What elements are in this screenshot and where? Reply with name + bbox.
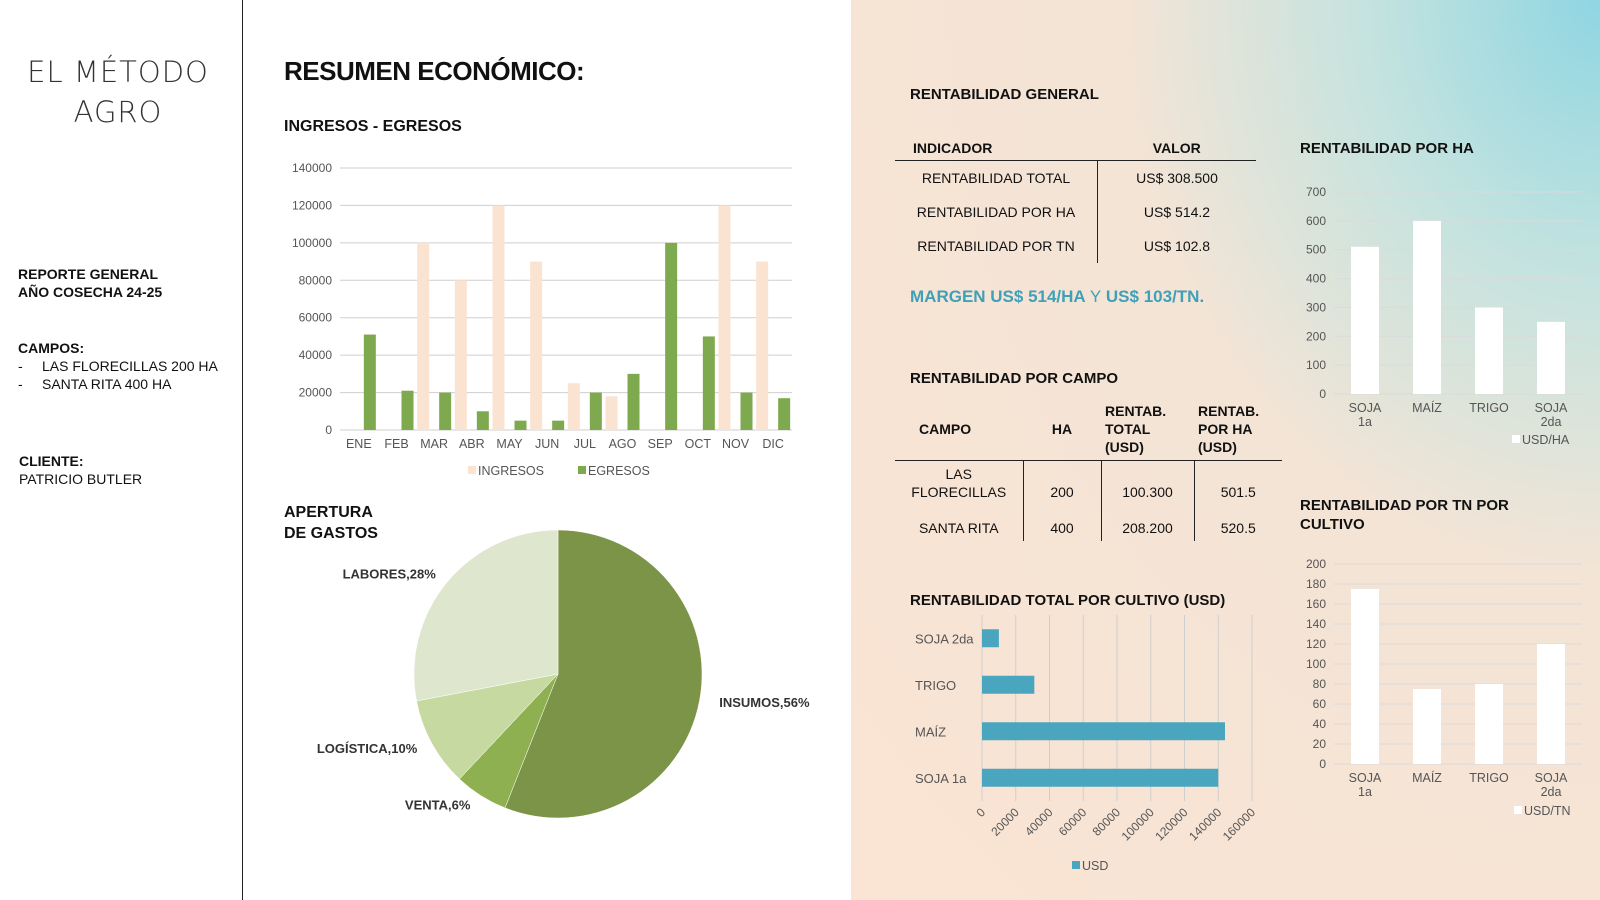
legend-swatch bbox=[1072, 861, 1080, 869]
bar bbox=[628, 374, 640, 430]
x-tick-label: 2da bbox=[1540, 415, 1562, 429]
by-crop-title: RENTABILIDAD TOTAL POR CULTIVO (USD) bbox=[910, 592, 1226, 609]
x-tick-label: OCT bbox=[684, 437, 712, 451]
header-ha: HA bbox=[1023, 400, 1101, 461]
bar bbox=[982, 769, 1218, 787]
income-chart-title: INGRESOS - EGRESOS bbox=[284, 118, 462, 135]
ha-cell: 200 bbox=[1023, 461, 1101, 506]
expenses-title-line-2: DE GASTOS bbox=[284, 525, 378, 542]
x-tick-label: ENE bbox=[345, 437, 372, 451]
bar bbox=[515, 421, 527, 430]
legend-label: EGRESOS bbox=[588, 464, 650, 478]
margin-summary bbox=[910, 287, 1204, 307]
per-ha-title: RENTABILIDAD POR HA bbox=[1300, 140, 1474, 157]
indicator-cell: RENTABILIDAD POR TN bbox=[895, 229, 1098, 263]
x-tick-label: DIC bbox=[762, 437, 784, 451]
x-tick-label: 60000 bbox=[1055, 805, 1090, 839]
fields-block bbox=[18, 339, 218, 393]
bar bbox=[477, 411, 489, 430]
y-tick-label: 300 bbox=[1305, 300, 1326, 315]
pie-label: LOGÍSTICA,10% bbox=[316, 741, 418, 757]
y-tick-label: 100000 bbox=[291, 235, 332, 250]
total-cell: 100.300 bbox=[1101, 461, 1194, 506]
margin-per-ha: MARGEN US$ 514/HA bbox=[910, 287, 1086, 306]
x-tick-label: SOJA bbox=[1348, 771, 1382, 785]
campo-cell: LAS FLORECILLAS bbox=[895, 461, 1023, 506]
bar bbox=[982, 676, 1034, 694]
x-tick-label: SOJA bbox=[1534, 401, 1568, 415]
bar bbox=[1413, 689, 1441, 764]
legend-label: USD bbox=[1082, 859, 1109, 873]
y-tick-label: 0 bbox=[1319, 757, 1326, 771]
header-indicador: INDICADOR bbox=[895, 134, 1098, 161]
y-tick-label: SOJA 2da bbox=[915, 631, 974, 647]
y-tick-label: 600 bbox=[1305, 213, 1326, 228]
x-tick-label: MAY bbox=[496, 437, 523, 451]
y-tick-label: 40 bbox=[1312, 717, 1326, 731]
x-tick-label: MAÍZ bbox=[1412, 771, 1442, 785]
legend-label: INGRESOS bbox=[478, 464, 544, 478]
legend-label: USD/TN bbox=[1524, 804, 1571, 818]
by-field-table bbox=[895, 400, 1282, 541]
pie-label: VENTA,6% bbox=[404, 797, 471, 813]
legend-label: USD/HA bbox=[1522, 433, 1570, 447]
indicator-cell: RENTABILIDAD POR HA bbox=[895, 195, 1098, 229]
sidebar-divider bbox=[242, 0, 243, 900]
y-tick-label: 100 bbox=[1305, 358, 1326, 373]
bullet: - bbox=[18, 358, 23, 374]
total-cell: 208.200 bbox=[1101, 505, 1194, 541]
x-tick-label: MAÍZ bbox=[1412, 401, 1442, 415]
bar bbox=[778, 398, 790, 430]
bar bbox=[1537, 644, 1565, 764]
table-row bbox=[895, 505, 1282, 541]
y-tick-label: 40000 bbox=[298, 348, 332, 363]
x-tick-label: 140000 bbox=[1186, 805, 1225, 844]
x-tick-label: SOJA bbox=[1534, 771, 1568, 785]
bar bbox=[530, 262, 542, 430]
by-crop-chart bbox=[900, 615, 1270, 885]
bar bbox=[982, 629, 999, 647]
bar bbox=[439, 393, 451, 430]
value-cell: US$ 102.8 bbox=[1143, 238, 1211, 254]
bar bbox=[1537, 322, 1565, 394]
x-tick-label: 0 bbox=[973, 805, 989, 820]
y-tick-label: 140 bbox=[1305, 617, 1326, 631]
y-tick-label: 20 bbox=[1312, 737, 1326, 751]
y-tick-label: 0 bbox=[1319, 387, 1326, 401]
y-tick-label: 0 bbox=[325, 423, 332, 437]
y-tick-label: 100 bbox=[1305, 657, 1326, 671]
bar bbox=[568, 383, 580, 430]
table-row bbox=[895, 161, 1256, 196]
report-info bbox=[18, 265, 162, 301]
ha-cell: 400 bbox=[1023, 505, 1101, 541]
x-tick-label: MAR bbox=[420, 437, 449, 451]
by-field-title: RENTABILIDAD POR CAMPO bbox=[910, 370, 1119, 387]
bar bbox=[703, 336, 715, 430]
y-tick-label: 200 bbox=[1305, 329, 1326, 344]
margin-conjunction: Y bbox=[1089, 287, 1102, 306]
bar bbox=[364, 335, 376, 430]
bar bbox=[606, 396, 618, 430]
y-tick-label: 60 bbox=[1312, 697, 1326, 711]
margin-per-tn: US$ 103/TN. bbox=[1105, 287, 1205, 306]
table-row bbox=[895, 461, 1282, 506]
field-item bbox=[18, 357, 218, 375]
y-tick-label: 80000 bbox=[298, 273, 332, 288]
brand-logo bbox=[0, 52, 236, 132]
per-ha-cell: 501.5 bbox=[1220, 484, 1256, 500]
x-tick-label: 40000 bbox=[1022, 805, 1056, 839]
x-tick-label: 20000 bbox=[988, 805, 1022, 839]
x-tick-label: 120000 bbox=[1152, 805, 1191, 844]
header-per-ha: RENTAB. POR HA (USD) bbox=[1194, 400, 1282, 461]
x-tick-label: 1a bbox=[1358, 415, 1372, 429]
x-tick-label: TRIGO bbox=[1469, 771, 1509, 785]
per-tn-chart bbox=[1292, 548, 1592, 828]
indicator-cell: RENTABILIDAD TOTAL bbox=[895, 161, 1098, 196]
bar bbox=[552, 421, 564, 430]
field-item bbox=[18, 375, 218, 393]
table-header-row bbox=[895, 134, 1256, 161]
x-tick-label: 100000 bbox=[1118, 805, 1157, 844]
y-tick-label: 140000 bbox=[291, 161, 332, 175]
per-ha-chart bbox=[1292, 180, 1592, 455]
field-text: SANTA RITA 400 HA bbox=[42, 376, 172, 392]
client-label: CLIENTE: bbox=[19, 453, 84, 469]
y-tick-label: 60000 bbox=[298, 310, 332, 325]
y-tick-label: 120000 bbox=[291, 198, 332, 213]
value-cell: US$ 308.500 bbox=[1136, 170, 1218, 186]
y-tick-label: MAÍZ bbox=[915, 724, 947, 740]
y-tick-label: 120 bbox=[1305, 637, 1326, 651]
pie-label: LABORES,28% bbox=[342, 566, 436, 582]
header-valor: VALOR bbox=[1098, 134, 1257, 161]
header-campo: CAMPO bbox=[895, 400, 1023, 461]
legend-swatch bbox=[1512, 435, 1520, 443]
expenses-title-line-1: APERTURA bbox=[284, 504, 373, 521]
x-tick-label: TRIGO bbox=[1469, 401, 1509, 415]
bar bbox=[493, 205, 505, 430]
page-title: RESUMEN ECONÓMICO: bbox=[284, 56, 585, 86]
x-tick-label: 1a bbox=[1358, 785, 1372, 799]
client-name: PATRICIO BUTLER bbox=[19, 471, 143, 487]
x-tick-label: JUN bbox=[535, 437, 560, 451]
bar bbox=[982, 722, 1225, 740]
value-cell: US$ 514.2 bbox=[1143, 204, 1211, 220]
bar bbox=[455, 280, 467, 430]
bullet: - bbox=[18, 376, 23, 392]
x-tick-label: NOV bbox=[721, 437, 750, 451]
per-tn-title: RENTABILIDAD POR TN POR CULTIVO bbox=[1300, 497, 1509, 533]
y-tick-label: 200 bbox=[1305, 557, 1326, 571]
income-expense-chart bbox=[280, 150, 810, 490]
x-tick-label: AGO bbox=[608, 437, 637, 451]
y-tick-label: 80 bbox=[1312, 677, 1326, 691]
general-title: RENTABILIDAD GENERAL bbox=[910, 86, 1099, 103]
y-tick-label: 700 bbox=[1305, 185, 1326, 199]
x-tick-label: SEP bbox=[647, 437, 673, 451]
y-tick-label: SOJA 1a bbox=[915, 770, 967, 786]
client-block bbox=[19, 452, 142, 488]
x-tick-label: 80000 bbox=[1089, 805, 1124, 839]
y-tick-label: 500 bbox=[1305, 242, 1326, 257]
bar bbox=[1475, 307, 1503, 394]
bar bbox=[665, 243, 677, 430]
table-header-row bbox=[895, 400, 1282, 461]
report-title: REPORTE GENERAL bbox=[18, 266, 159, 282]
brand-line-1: EL MÉTODO bbox=[27, 55, 209, 89]
per-ha-cell: 520.5 bbox=[1220, 520, 1256, 536]
legend-swatch bbox=[1514, 806, 1522, 814]
x-tick-label: JUL bbox=[573, 437, 596, 451]
x-tick-label: ABR bbox=[458, 437, 485, 451]
x-tick-label: 160000 bbox=[1219, 805, 1259, 844]
legend-swatch bbox=[578, 466, 586, 474]
bar bbox=[1413, 221, 1441, 394]
bar bbox=[417, 243, 429, 430]
y-tick-label: TRIGO bbox=[915, 677, 957, 693]
field-text: LAS FLORECILLAS 200 HA bbox=[42, 358, 218, 374]
report-season: AÑO COSECHA 24-25 bbox=[18, 284, 163, 300]
table-row bbox=[895, 229, 1256, 263]
pie-slice bbox=[414, 530, 558, 701]
bar bbox=[1351, 247, 1379, 394]
general-table bbox=[895, 134, 1256, 263]
bar bbox=[402, 391, 414, 430]
y-tick-label: 20000 bbox=[298, 385, 332, 400]
fields-label: CAMPOS: bbox=[18, 340, 85, 356]
pie-label: INSUMOS,56% bbox=[719, 695, 810, 711]
x-tick-label: FEB bbox=[384, 437, 409, 451]
brand-line-2: AGRO bbox=[73, 95, 163, 129]
x-tick-label: SOJA bbox=[1348, 401, 1382, 415]
y-tick-label: 180 bbox=[1305, 577, 1326, 591]
header-total: RENTAB. TOTAL (USD) bbox=[1101, 400, 1194, 461]
expenses-pie-chart bbox=[300, 530, 820, 850]
bar bbox=[756, 262, 768, 430]
table-row bbox=[895, 195, 1256, 229]
y-tick-label: 400 bbox=[1305, 271, 1326, 286]
legend-swatch bbox=[468, 466, 476, 474]
campo-cell: SANTA RITA bbox=[895, 505, 1023, 541]
bar bbox=[1475, 684, 1503, 764]
x-tick-label: 2da bbox=[1540, 785, 1562, 799]
y-tick-label: 160 bbox=[1305, 597, 1326, 611]
bar bbox=[719, 205, 731, 430]
bar bbox=[1351, 589, 1379, 764]
bar bbox=[590, 393, 602, 430]
bar bbox=[741, 393, 753, 430]
